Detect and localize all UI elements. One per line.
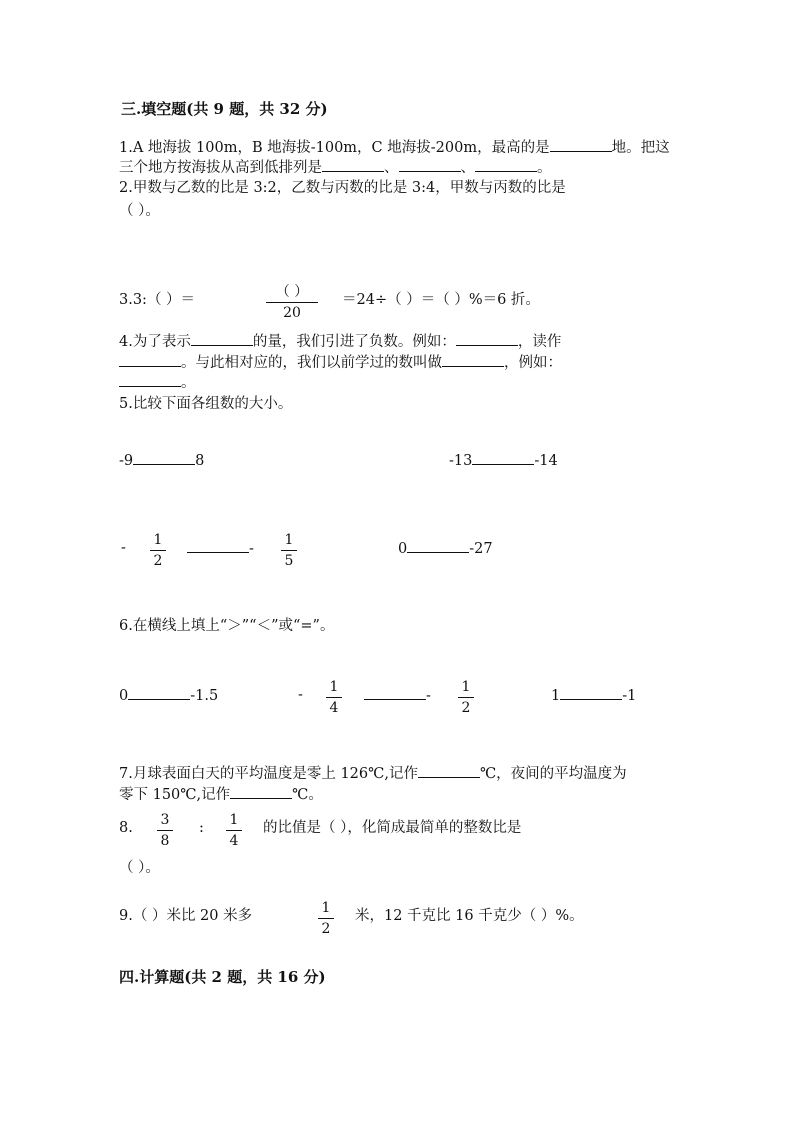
question-4-line-3: 。: [119, 372, 196, 393]
question-8-line-2: （ ）。: [119, 860, 160, 876]
answer-blank[interactable]: [472, 450, 534, 465]
question-5-compare-a: -9 8: [119, 450, 204, 471]
question-1-line-1: 1.A 地海拔 100m，B 地海拔-100m，C 地海拔-200m，最高的是 地。把这: [119, 137, 670, 158]
answer-blank[interactable]: [550, 137, 612, 152]
question-8-fraction-1: 3 8: [157, 812, 173, 849]
question-8-number: 8.: [119, 820, 133, 836]
question-6-compare-c: 1 -1: [551, 685, 636, 706]
answer-blank[interactable]: [456, 331, 518, 346]
question-6-minus-sign: -: [298, 687, 303, 703]
answer-blank[interactable]: [322, 157, 384, 172]
question-5-fraction-1: 1 2: [150, 532, 166, 569]
question-2-line-2: （ ）。: [119, 203, 160, 219]
question-3-prefix: 3.3:（ ）＝: [119, 292, 196, 308]
answer-blank[interactable]: [475, 157, 537, 172]
answer-blank[interactable]: [418, 763, 480, 778]
question-5-title: 5.比较下面各组数的大小。: [119, 396, 293, 412]
question-5-compare-c: -: [187, 538, 254, 559]
question-8-fraction-2: 1 4: [226, 812, 242, 849]
answer-blank[interactable]: [128, 685, 190, 700]
answer-blank[interactable]: [560, 685, 622, 700]
question-6-fraction-2: 1 2: [458, 679, 474, 716]
section-4-title: 四.计算题(共 2 题，共 16 分): [119, 968, 326, 986]
question-3-fraction: （ ） 20: [266, 284, 318, 321]
question-6-title: 6.在横线上填上“＞”“＜”或“=”。: [119, 618, 335, 634]
question-6-fraction-1: 1 4: [326, 679, 342, 716]
answer-blank[interactable]: [399, 157, 461, 172]
answer-blank[interactable]: [407, 538, 469, 553]
question-4-line-1: 4.为了表示 的量，我们引进了负数。例如： ，读作: [119, 331, 561, 352]
answer-blank[interactable]: [119, 352, 181, 367]
question-7-line-2: 零下 150℃,记作 ℃。: [119, 784, 323, 805]
question-4-line-2: 。与此相对应的，我们以前学过的数叫做 ，例如：: [119, 352, 562, 373]
question-6-compare-b: -: [364, 685, 431, 706]
answer-blank[interactable]: [364, 685, 426, 700]
answer-blank[interactable]: [442, 352, 504, 367]
answer-blank[interactable]: [187, 538, 249, 553]
question-2-line-1: 2.甲数与乙数的比是 3:2，乙数与丙数的比是 3:4，甲数与丙数的比是: [119, 180, 566, 196]
question-1-line-2: 三个地方按海拔从高到低排列是 、 、 。: [119, 157, 552, 178]
question-9-prefix: 9.（ ）米比 20 米多: [119, 908, 253, 924]
question-5-minus-sign: -: [121, 540, 126, 556]
question-3-suffix: ＝24÷（ ）＝（ ）%＝6 折。: [342, 292, 540, 308]
answer-blank[interactable]: [230, 784, 292, 799]
question-8-text: 的比值是（ ），化简成最简单的整数比是: [263, 820, 522, 836]
question-5-compare-b: -13 -14: [449, 450, 558, 471]
section-3-title: 三.填空题(共 9 题，共 32 分): [121, 100, 328, 118]
question-5-compare-d: 0 -27: [398, 538, 493, 559]
question-8-colon: :: [199, 820, 204, 836]
answer-blank[interactable]: [133, 450, 195, 465]
question-7-line-1: 7.月球表面白天的平均温度是零上 126℃,记作 ℃，夜间的平均温度为: [119, 763, 627, 784]
question-9-suffix: 米，12 千克比 16 千克少（ ）%。: [355, 908, 584, 924]
answer-blank[interactable]: [119, 372, 181, 387]
question-6-compare-a: 0 -1.5: [119, 685, 218, 706]
answer-blank[interactable]: [191, 331, 253, 346]
question-9-fraction: 1 2: [318, 900, 334, 937]
question-5-fraction-2: 1 5: [281, 532, 297, 569]
